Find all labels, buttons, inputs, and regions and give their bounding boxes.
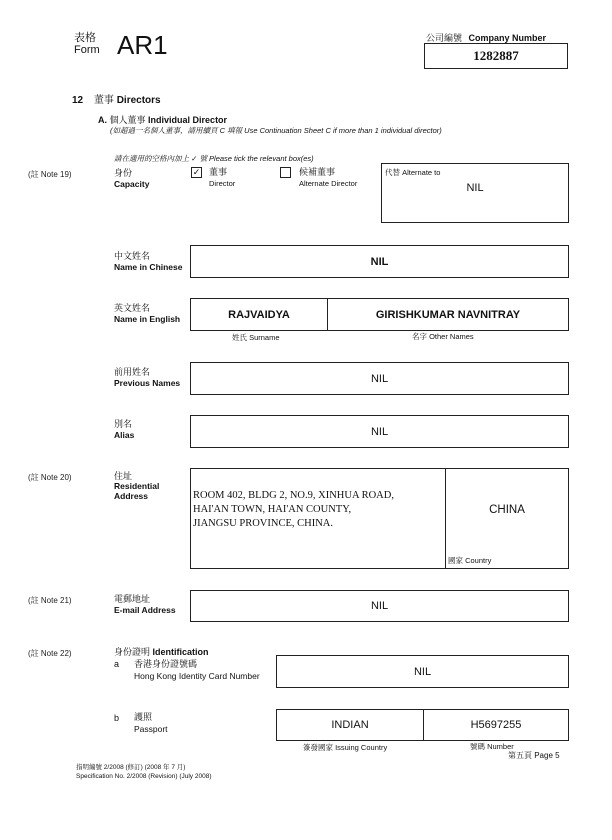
director-option-label [209,167,235,189]
chinese-name-value: NIL [370,255,389,268]
subsection-letter: A. [98,115,107,125]
address-line-2: HAI'AN TOWN, HAI'AN COUNTY, [193,504,352,515]
director-check-mark: ✓ [192,167,201,177]
page-number: 第五頁 Page 5 [508,751,560,760]
subsection-title-zh: 個人董事 [109,115,146,125]
passport-number-value: H5697255 [470,719,522,731]
capacity-label-zh: 身份 [114,168,133,178]
hk-id-letter: a [114,659,120,669]
surname-caption: 姓氏 Surname [232,333,280,342]
alternate-to-value: NIL [466,182,484,194]
chinese-name-label [114,251,183,273]
english-name-label-zh: 英文姓名 [114,303,151,313]
previous-names-label-en: Previous Names [114,378,181,388]
chinese-name-label-zh: 中文姓名 [114,251,151,261]
other-names-value: GIRISHKUMAR NAVNITRAY [375,308,521,321]
country-value: CHINA [489,504,525,516]
address-label [114,471,159,501]
email-value: NIL [370,600,389,612]
specification [76,763,211,781]
hk-id-label-en: Hong Kong Identity Card Number [134,671,260,681]
address-label-en-2: Address [114,491,149,501]
alternate-director-option-label [299,167,357,189]
passport-number-box[interactable] [423,709,569,741]
issuing-country-caption: 簽發國家 Issuing Country [303,743,388,752]
other-names-box[interactable] [327,298,569,331]
capacity-label [114,168,149,190]
english-name-label-en: Name in English [114,314,181,324]
previous-names-box[interactable] [190,362,569,395]
company-number-value: 1282887 [473,48,519,63]
subsection-title-en: Individual Director [148,115,228,125]
passport-number-caption: 號碼 Number [470,742,514,751]
director-label-en: Director [209,179,236,188]
issuing-country-box[interactable] [276,709,424,741]
note-20: (註 Note 20) [28,473,72,482]
english-name-label [114,303,180,325]
address-label-en-1: Residential [114,481,160,491]
form-label-en: Form [74,44,100,56]
identification-label-en: Identification [152,647,209,657]
company-number-box[interactable] [424,43,568,69]
company-number-label-en: Company Number [468,33,547,43]
alias-label-en: Alias [114,430,135,440]
hk-id-label [134,658,260,682]
previous-names-label [114,367,180,389]
chinese-name-box[interactable] [190,245,569,278]
alternate-director-label-en: Alternate Director [299,179,358,188]
section-title-zh: 董事 [93,95,114,106]
passport-label-en: Passport [134,724,168,734]
hk-id-label-zh: 香港身份證號碼 [134,659,198,669]
specification-zh: 指明編號 2/2008 (修訂) (2008 年 7 月) [76,764,186,771]
company-number-label-zh: 公司編號 [426,33,463,43]
issuing-country-value: INDIAN [331,719,369,731]
alias-label-zh: 別名 [114,419,133,429]
note-22: (註 Note 22) [28,649,72,658]
email-label [114,594,176,616]
address-lines [193,489,394,531]
director-label-zh: 董事 [209,167,228,177]
tick-instruction: 請在適用的空格內加上 ✓ 號 Please tick the relevant box(es) [114,154,314,163]
country-box[interactable] [445,468,569,569]
section-number: 12 [72,95,84,106]
email-label-en: E-mail Address [114,605,176,615]
surname-box[interactable] [190,298,328,331]
identification-heading [114,645,209,658]
note-21: (註 Note 21) [28,596,72,605]
previous-names-value: NIL [370,372,389,385]
address-line-3: JIANGSU PROVINCE, CHINA. [193,518,334,529]
capacity-label-en: Capacity [114,179,150,189]
form-code: AR1 [117,30,168,60]
alias-box[interactable] [190,415,569,448]
address-label-zh: 住址 [114,471,133,481]
passport-label-zh: 護照 [134,712,153,722]
chinese-name-label-en: Name in Chinese [114,262,183,272]
alias-value: NIL [370,425,389,438]
address-line-1: ROOM 402, BLDG 2, NO.9, XINHUA ROAD, [193,490,394,501]
email-label-zh: 電郵地址 [114,594,151,604]
alternate-to-box[interactable] [381,163,569,223]
director-checkbox[interactable] [191,167,202,178]
form-label-zh: 表格 [74,32,96,44]
previous-names-label-zh: 前用姓名 [114,367,151,377]
address-box[interactable] [190,468,446,569]
alternate-director-label-zh: 候補董事 [299,167,336,177]
other-names-caption: 名字 Other Names [412,332,474,341]
identification-label-zh: 身份證明 [114,647,151,657]
surname-value: RAJVAIDYA [228,308,290,321]
specification-en: Specification No. 2/2008 (Revision) (July 2008) [76,773,212,780]
alias-label [114,419,134,441]
hk-id-value: NIL [413,665,432,678]
country-caption: 國家 Country [448,556,492,565]
alternate-director-checkbox[interactable] [280,167,291,178]
passport-letter: b [114,713,120,723]
passport-label [134,711,168,735]
alternate-to-label: 代替 Alternate to [385,168,441,177]
note-19: (註 Note 19) [28,170,72,179]
subsection-note: (如超過一名個人董事，請用續頁 C 填報 Use Continuation Sheet C if more than 1 individual director) [110,126,442,135]
email-box[interactable] [190,590,569,622]
section-title-en: Directors [116,95,161,106]
form-label [74,32,100,56]
section-heading [72,91,161,106]
hk-id-box[interactable] [276,655,569,688]
